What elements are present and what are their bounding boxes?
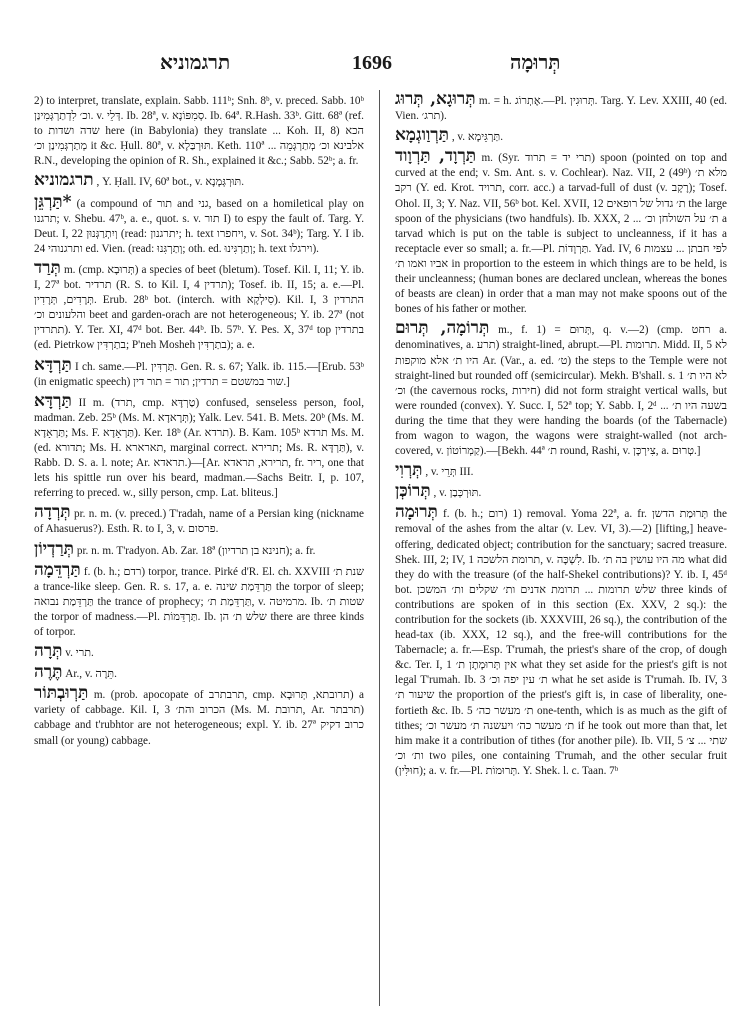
dictionary-entry [34,662,364,683]
dictionary-entry [34,538,364,559]
entry-headword: תְּרַדְיוֹן [34,538,75,559]
entry-text: m. (cmp. תְּרוּבָא) a species of beet (bletum). Tosef. Kil. I, 11; Y. ib. I, 27ª bot. תרדיר (R. S. to Kil. I, 4 תרדין); Tosef. ib. II, 15; a. e.—Pl. תְּרָדִים, תְּרָדִין. Erub. 28ᵇ bot. (interch. with סִילְקָא). Kil. I, 3 התרדין והלעונים וכ׳ beet and garden-orach are not heterogeneous; Y. ib. 27ª (not תתרדין). Y. Ter. XI, 47ᵈ bot. Ber. 44ᵇ. Ib. 57ᵇ. Y. Pes. X, 37ᵈ top בתרדין (ed. Pietrkow בתַרְדִּין; P'neh Mosheh בתַרְדִּין); a. e. [34,263,365,352]
entry-text: I ch. same.—Pl. תַּרְדִּין. Gen. R. s. 67; Yalk. ib. 115.—[Erub. 53ᵇ (in enigmatic speech) שור במשטם = תרדין; תור = תור דין.] [34,360,364,388]
entry-text: v. תרי. [65,647,94,660]
entry-headword: תַּרְוַוגְמָא [395,125,450,146]
dictionary-entry [395,146,728,317]
entry-headword: תְּרַד [34,257,61,278]
entry-headword: תַּרְוּבְתּוֹר [34,683,89,704]
dictionary-entry [34,683,365,748]
dictionary-entry [34,390,365,502]
left-column [34,92,364,753]
entry-headword: תְּרוֹכְּן [395,481,431,502]
right-column [395,89,728,783]
entry-text: f. (b. h.; רום) 1) removal. Yoma 22ª, a. fr. תְּרוּמַת הדשן the removal of the ashes from the altar (v. Lev. VI, 3).—2) [lifting,] heave-offering, dedicated object; contribution for the sanctuary; sacred treasure. Shek. III, 2; IV, 1 תרומת הלשכה, v. לִשְׁכָּה. Ib. מה היו עושין בה ת׳ what did they do with the treasure (of the half-Shekel contributions)? Y. ib. I, 45ᵈ bot. שלש תרומות ... תרומת אדנים ות׳ שקלים ות׳ המשכן three kinds of contributions are spoken of in this section (Ex. XXV, 2 sq.): the contribution for the sockets (ib. XXXVIII, 26 sq.), the contribution of the head-tax (ib. XXX, 12 sq.), and the free-will contributions for the Tabernacle; a. fr.—Esp. T'rumah, the priest's share of the crop, of dough &c. Ter. I, 1 אין תְּרוּמָתָן ת׳ what they set aside for the priest's gift is not legal T'rumah. Ib. 3 ת׳ עין יפה וכ׳ what he set aside is T'rumah. Ib. IV, 3 שיעור ת׳ the proportion of the priest's gift is, in case of liberality, one-fortieth &c. Ib. 5 ת׳ מעשר כה׳ one-tenth, which is as much as the gift of tithes; ת׳ מעשר כה׳ ויעשנה ת׳ מעשר וכ׳ if he took out more than that, let him make it a contribution of tithes (for another pile). Ib. VII, 5 שתי ... צ׳ ות׳ וכ׳ two piles, one containing T'rumah, and the other secular fruit (חוּלִּין); a. v. fr.—Pl. תְּרוּמוֹת. Y. Shek. l. c. Taan. 7ᵇ [395,508,728,777]
dictionary-entry [395,481,727,502]
entry-headword: תְּרְדָה [34,502,71,523]
dictionary-entry [34,641,364,662]
dictionary-entry [34,170,364,191]
entry-text: , Y. Ḥall. IV, 60ª bot., v. תּוּרְגְּמָנָא. [96,176,244,189]
dictionary-entry [34,559,365,640]
entry-headword: תְּרָה [34,641,63,662]
entry-text: 2) to interpret, translate, explain. Sabb. 111ᵇ; Snh. 8ᵇ, v. preced. Sabb. 10ᵇ וכ׳ לִדְתַרְגְּמִינַן. v. דְּלֵי. Ib. 28ª, v. סְמִפּוֹנָא. Ib. 64ª. R.Hash. 33ᵇ. Gitt. 68ª (ref. to שדה ושדות here (in Babylonia) they translate ... Koh. II, 8) הכא מְתַרְגְּמִינַן וכ׳ it &c. Ḥull. 80ª, v. תּוּרְבַּלָא. Keth. 110ª ... אלבינא וכ׳ מְתַרְגְּמֵה R.N., developing the opinion of R. Sh., explained it &c.; Sabb. 52ᵇ; a. fr. [34,95,364,168]
entry-text: , v. תַּרְגֵּימָא. [451,131,503,144]
entry-headword: תֶּרֶה [34,662,63,683]
entry-text: II m. (תרד, cmp. טַרְדָּא) confused, senseless person, fool, madman. Zeb. 25ᵇ (Ms. M. תְּרָאדָא); Yalk. Lev. 541. B. Mets. 20ᵇ (Ms. M. תַּרְאָדָא; Ms. F. תַּרְאָדָא). Ker. 18ᵇ (Ar. תרדא). B. Kam. 105ᵇ תרדא Ms. M. (ed. תדורא; Ms. H. תארארא, marginal correct. תרירא; Ms. R. תַּרְדָּא), v. Rabb. D. S. a. l. note; Ar. תראדא.)—[Ar. תרירא, תראדא, fr. ריר, one that lets his spittle run over his beard, madman.—Sachs Beitr. I, p. 107, referring to preced. w., silly person, cmp. Lat. bliteus.] [34,396,365,500]
entry-text: m. (prob. apocopate of תרבתרב, cmp. תרובתא, תְּרוּבָא) a variety of cabbage. Kil. I, 3 הכרוב והת׳ (Ms. M. תרובת, Ar. תרבתר) cabbage and t'rubhtor are not heterogeneous; expl. Y. ib. 27ª כרוב דקיק small (or young) cabbage. [34,689,365,747]
entry-text: pr. n. m. T'radyon. Ab. Zar. 18ª (חנינא בן תרדיון); a. fr. [76,544,316,557]
entry-headword: תרגמוניא [34,170,94,191]
entry-headword: תְּרוֹמָה, תְּרוּם [395,318,490,339]
running-head-left: תרגמוניא [160,52,231,74]
dictionary-entry [34,354,364,390]
dictionary-entry [395,125,727,146]
page-header [0,52,750,78]
dictionary-entry [395,460,727,481]
dictionary-entry [34,191,364,257]
entry-text: , v. תְּרֵי III. [425,466,474,479]
column-divider [379,90,380,1006]
entry-headword: תַּרְדָּא [34,354,72,375]
entry-text: (a compound of תור and גני, based on a homiletical play on תרגנו; v. Shebu. 47ᵇ, a. e., quot. s. v. תור I) to espy the fault of. Targ. Y. Deut. I, 22 וְיִתְרַגְּנוּן (read: יתרגנון; h. text ויחפרו, v. Sot. 34ᵇ); Targ. Y. I ib. 24 ותרגנוהי ed. Vien. (read: וְתַרְגִּנוּ; oth. ed. וְתַרְגִּינוּ; h. text וירגלו). [34,197,364,255]
entry-text: pr. n. m. (v. preced.) T'radah, name of a Persian king (nickname of Ahasuerus?). Esth. R. to I, 3, v. פרסום. [34,508,364,536]
entry-text: f. (b. h.; רדם) torpor, trance. Pirké d'R. El. ch. XXVIII שנת ת׳ a trance-like sleep. Gen. R. s. 17, a. e. תַּרְדֵּמַת שינה the torpor of sleep; תַּרְדֵּמַת נבואה the trance of prophecy; תַּרְדֵּמַת ת׳, v. מרמיטה. Ib. שטות ת׳ the torpor of madness.—Pl. תַּרְדֵּמוֹת. Ib. שלש ת׳ הן there are three kinds of torpor. [34,565,365,638]
entry-headword: תְּרוּמָה [395,502,438,523]
entry-headword: תַּרְוָד, תַּרְוָוד [395,146,477,167]
dictionary-entry [34,502,364,537]
dictionary-entry [395,318,728,459]
dictionary-entry [395,502,728,779]
entry-text: m., f. 1) = תְּרוּם, q. v.—2) (cmp. רחט a. denominatives, a. תרע) straight-lined, abrupt.—Pl. תרומות. Midd. II, 5 לא היו ת׳ אלא מוקפות Ar. (Var., a. ed. ט׳) the steps to the Temple were not straight-lined but rounded off (semicircular). Mekh. B'shall. s. 1 לא היו ת׳ וכ׳ (the cavernous rocks, חירות) did not form straight vertical walls, but were rounded (convex). Y. Succ. I, 52ª top; Y. Sabb. I, 2ᵈ ... בשעה היו ת׳ during the time that they were handing the boards (of the Tabernacle) from wagon to wagon, the wagons were straight-walled (not arch-covered, v. קַמְרוֹטוֹן).—[Bekh. 44ª ת׳ round, Rashi, v. צִירְכָּן, a. טְרוּם.] [395,324,728,458]
dictionary-entry [395,89,727,124]
entry-text: m. (Syr. תרי יד = תרוד) spoon (pointed on top and curved at the end; v. Sm. Ant. s. v. Cochlear). Naz. VII, 2 (49ᵇ) מלא ת׳ רקב (Y. ed. Krot. תרויד, corr. acc.) a tarvad-full of dust (v. רָקָב); Tosef. Ohol. II, 3; Y. Naz. VII, 56ᵇ bot. Kel. XVII, 12 ת׳ גדול של רופאים the large spoon of the physicians (two handfuls). Ib. XXX, 2 ... ת׳ על השולחן וכ׳ a tarvad which is put on the table is subject to uncleanness, if it has a receptacle ever so small; a. fr.—Pl. תַּרְוָדוֹת. Yad. IV, 6 לפי חבתן ... עצמות אביו ואמו ת׳ in proportion to the esteem in which things are to be held, is their uncleanness; (human bones are declared unclean, whereas the bones of beasts are clean) in order that a man may not make spoons out of the bones of his father or mother. [395,152,728,316]
entry-headword: תַּרְדֵּמָה [34,559,81,580]
page-number: 1696 [352,52,392,74]
entry-headword: תַּרְדָּא [34,390,72,411]
dictionary-entry [34,92,364,169]
entry-text: m. = h. אֶתְרוֹג.—Pl. תְּרוּגִין. Targ. Y. Lev. XXIII, 40 (ed. Vien. תרג׳). [395,95,727,123]
entry-headword: *תַּרְגֵּן [34,191,72,212]
running-head-right: תְּרוּמָה [510,52,561,74]
entry-headword: תְּרְוִי [395,460,423,481]
entry-text: , v. תּוּרְכְּבַן. [433,487,482,500]
entry-headword: תְּרוּגָא, תְּרוּג [395,89,476,109]
entry-text: Ar., v. תֵּרֶה. [65,668,117,681]
dictionary-entry [34,257,365,354]
